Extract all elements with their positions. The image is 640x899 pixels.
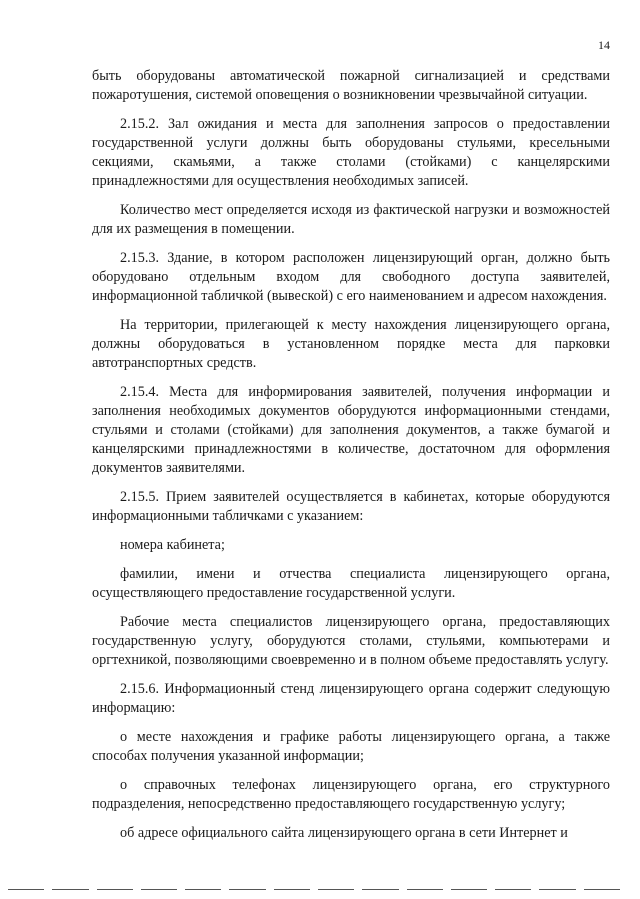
document-body <box>92 67 610 853</box>
paragraph: На территории, прилегающей к месту нахождения лицензирующего органа, должны оборудоваться в установленном порядке места для парковки автотранспортных средств. <box>92 317 610 371</box>
paragraph: 2.15.5. Прием заявителей осуществляется в кабинетах, которые оборудуются информационными табличками с указанием: <box>92 489 610 524</box>
footer-scan-line <box>8 889 620 890</box>
paragraph: 2.15.3. Здание, в котором расположен лицензирующий орган, должно быть оборудовано отдельным входом для свободного доступа заявителей, информационной табличкой (вывеской) с его наименованием и адресом нахождения. <box>92 250 610 304</box>
paragraph: 2.15.6. Информационный стенд лицензирующего органа содержит следующую информацию: <box>92 681 610 716</box>
paragraph: 2.15.4. Места для информирования заявителей, получения информации и заполнения необходимых документов оборудуются информационными стендами, стульями и столами (стойками) для заполнения документов, а также бумагой и канцелярскими принадлежностями в количестве, достаточном для оформления документов заявителями. <box>92 384 610 476</box>
paragraph: 2.15.2. Зал ожидания и места для заполнения запросов о предоставлении государственной услуги должны быть оборудованы стульями, кресельными секциями, скамьями, а также столами (стойками) с канцелярскими принадлежностями для осуществления необходимых записей. <box>92 116 610 189</box>
paragraph: номера кабинета; <box>120 537 225 553</box>
paragraph: фамилии, имени и отчества специалиста лицензирующего органа, осуществляющего предоставление государственной услуги. <box>92 566 610 601</box>
paragraph: Количество мест определяется исходя из фактической нагрузки и возможностей для их размещения в помещении. <box>92 202 610 237</box>
page-number: 14 <box>598 38 610 52</box>
paragraph: об адресе официального сайта лицензирующего органа в сети Интернет и <box>120 825 568 841</box>
paragraph: быть оборудованы автоматической пожарной сигнализацией и средствами пожаротушения, системой оповещения о возникновении чрезвычайной ситуации. <box>92 68 610 103</box>
paragraph: о справочных телефонах лицензирующего органа, его структурного подразделения, непосредственно предоставляющего государственную услугу; <box>92 777 610 812</box>
paragraph: Рабочие места специалистов лицензирующего органа, предоставляющих государственную услугу, оборудуются столами, стульями, компьютерами и оргтехникой, позволяющими своевременно и в полном объеме предоставлять услугу. <box>92 614 610 668</box>
paragraph: о месте нахождения и графике работы лицензирующего органа, а также способах получения указанной информации; <box>92 729 610 764</box>
